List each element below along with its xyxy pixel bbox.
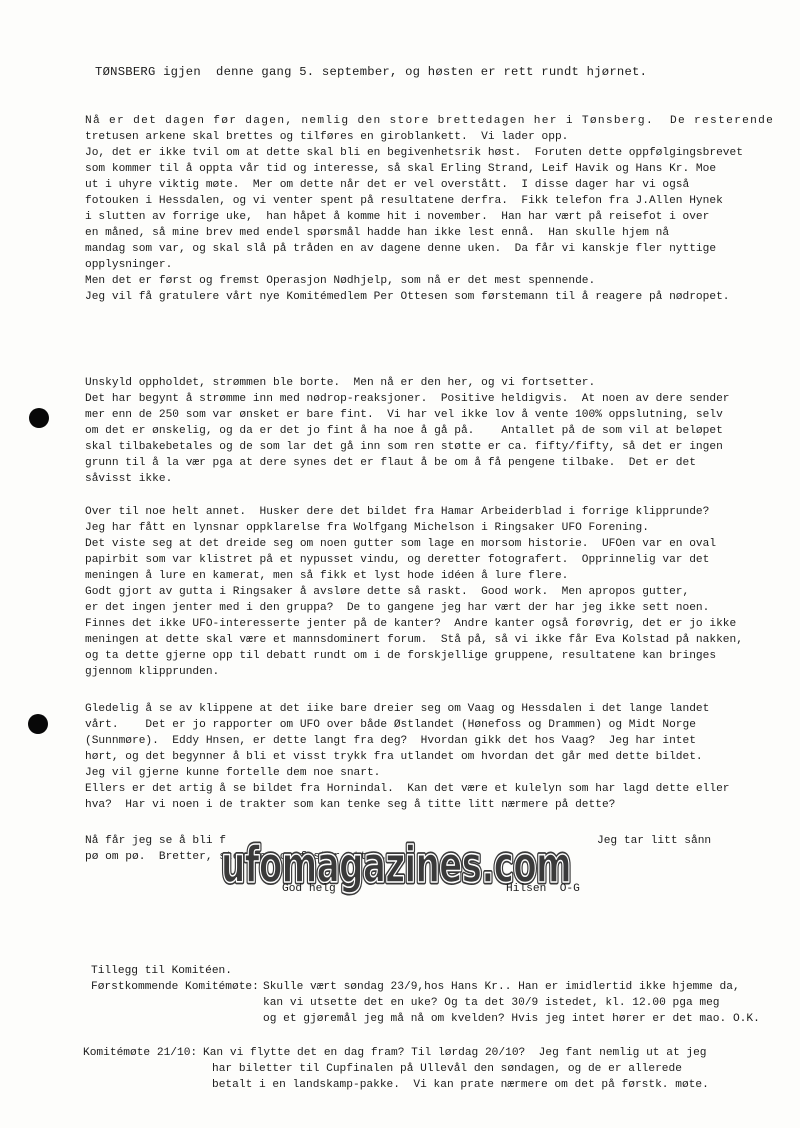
paragraph-line: tretusen arkene skal brettes og tilføres en giroblankett. Vi lader opp. (85, 131, 569, 143)
paragraph-line: en måned, så mine brev med endel spørsmål hadde han ikke lest ennå. Han skulle hjem nå (85, 227, 670, 239)
paragraph-line: Det har begynt å strømme inn med nødrop-reaksjoner. Positive heldigvis. At noen av dere sender (85, 393, 730, 405)
paragraph-line: er det ingen jenter med i den gruppa? De to gangene jeg har vært der har jeg ikke sett noen. (85, 602, 710, 614)
paragraph-line: mandag som var, og skal slå på tråden en av dagene denne uken. Da får vi kanskje fler nyttige (85, 243, 717, 255)
paragraph-line: meningen at dette skal være et mannsdominert forum. Stå på, så vi ikke får Eva Kolstad på nakken, (85, 634, 743, 646)
paragraph-line: om det er ønskelig, og da er det jo fint å ha noe å gå på. Antallet på de som vil at beløpet (85, 425, 723, 437)
paragraph-line: Godt gjort av gutta i Ringsaker å avsløre dette så raskt. Good work. Men apropos gutter, (85, 586, 690, 598)
paragraph-line: mer enn de 250 som var ønsket er bare fint. Vi har vel ikke lov å vente 100% oppslutning, selv (85, 409, 723, 421)
closing-signature: Hilsen O-G (506, 883, 580, 895)
paragraph-line: Men det er først og fremst Operasjon Nødhjelp, som nå er det mest spennende. (85, 275, 596, 287)
paragraph-line: opplysninger. (85, 259, 173, 271)
addendum-item-line: har biletter til Cupfinalen på Ullevål den søndagen, og de er allerede (212, 1063, 682, 1075)
paragraph-line: Gledelig å se av klippene at det iike bare dreier seg om Vaag og Hessdalen i det lange landet (85, 703, 710, 715)
paragraph-line: meningen å lure en kamerat, men så fikk et lyst hode idéen å lure flere. (85, 570, 569, 582)
punch-hole-bottom (28, 714, 48, 734)
paragraph-line: Jo, det er ikke tvil om at dette skal bli en begivenhetsrik høst. Foruten dette oppfølgingsbrevet (85, 147, 743, 159)
addendum-item-label: Førstkommende Komitémøte: (91, 981, 259, 993)
paragraph-line: skal tilbakebetales og de som lar det gå inn som ren støtte er ca. fifty/fifty, så det er ingen (85, 441, 723, 453)
paragraph-line: Jeg vil gjerne kunne fortelle dem noe snart. (85, 767, 381, 779)
addendum-title: Tillegg til Komitéen. (91, 965, 232, 977)
paragraph-line: Unskyld oppholdet, strømmen ble borte. Men nå er den her, og vi fortsetter. (85, 377, 596, 389)
closing-greeting: God helg (282, 883, 336, 895)
paragraph-line: fotouken i Hessdalen, og vi venter spent på resultatene derfra. Fikk telefon fra J.Allen Hynek (85, 195, 723, 207)
paragraph-line: som kommer til å oppta vår tid og interesse, så skal Erling Strand, Leif Havik og Hans Kr. Moe (85, 163, 717, 175)
paragraph-line: vårt. Det er jo rapporter om UFO over både Østlandet (Hønefoss og Drammen) og Midt Norge (85, 719, 696, 731)
addendum-item-line: Skulle vært søndag 23/9,hos Hans Kr.. Han er imidlertid ikke hjemme da, (263, 981, 740, 993)
paragraph-line: Nå er det dagen før dagen, nemlig den store brettedagen her i Tønsberg. De resterende (85, 115, 775, 127)
paragraph-line: pø om pø. Bretter, stempler og fester etter. (85, 851, 388, 863)
punch-hole-top (29, 408, 49, 428)
paragraph-line: gjennom klipprunden. (85, 666, 220, 678)
paragraph-line: Finnes det ikke UFO-interesserte jenter på de kanter? Andre kanter også forøvrig, det er jo ikke (85, 618, 737, 630)
paragraph-line: i slutten av forrige uke, han håpet å komme hit i november. Han har vært på reisefot i over (85, 211, 710, 223)
watermark-text-outer: ufomagazines.com (221, 836, 571, 894)
paragraph-line: grunn til å la vær pga at dere synes det er flaut å be om å få pengene tilbake. Det er det (85, 457, 696, 469)
paragraph-line: papirbit som var klistret på et nypusset vindu, og deretter fotografert. Opprinnelig var det (85, 554, 710, 566)
paragraph-line: Over til noe helt annet. Husker dere det bildet fra Hamar Arbeiderblad i forrige klipprunde? (85, 506, 710, 518)
paragraph-line: Det viste seg at det dreide seg om noen gutter som lage en morsom historie. UFOen var en oval (85, 538, 717, 550)
paragraph-line: Ellers er det artig å se bildet fra Hornindal. Kan det være et kulelyn som har lagd dette eller (85, 783, 730, 795)
paragraph-line: ut i uhyre viktig møte. Mer om dette når det er vel overstått. I disse dager har vi også (85, 179, 690, 191)
watermark-text-inner: ufomagazines.com (221, 836, 571, 894)
addendum-item-line: kan vi utsette det en uke? Og ta det 30/9 istedet, kl. 12.00 pga meg (263, 997, 720, 1009)
document-heading: TØNSBERG igjen denne gang 5. september, og høsten er rett rundt hjørnet. (95, 65, 648, 79)
paragraph-line-end: Jeg tar litt sånn (597, 835, 712, 847)
paragraph-line: hørt, og det begynner å bli et visst trykk fra utlandet om hvordan det går med dette bildet. (85, 751, 703, 763)
addendum-item-label: Komitémøte 21/10: (83, 1047, 198, 1059)
paragraph-line: såvisst ikke. (85, 473, 173, 485)
paragraph-line: (Sunnmøre). Eddy Hnsen, er dette langt fra deg? Hvordan gikk det hos Vaag? Jeg har intet (85, 735, 696, 747)
paragraph-line: Jeg har fått en lynsnar oppklarelse fra Wolfgang Michelson i Ringsaker UFO Forening. (85, 522, 649, 534)
addendum-item-line: og et gjøremål jeg må nå om kvelden? Hvis jeg intet hører er det mao. O.K. (263, 1013, 760, 1025)
paragraph-line: Jeg vil få gratulere vårt nye Komitémedlem Per Ottesen som førstemann til å reagere på nødropet. (85, 291, 730, 303)
paragraph-line: hva? Har vi noen i de trakter som kan tenke seg å titte litt nærmere på dette? (85, 799, 616, 811)
addendum-item-line: betalt i en landskamp-pakke. Vi kan prate nærmere om det på førstk. møte. (212, 1079, 709, 1091)
paragraph-line-start: Nå får jeg se å bli f (85, 835, 226, 847)
paragraph-line: og ta dette gjerne opp til debatt rundt om i de forskjellige gruppene, resultatene kan bringes (85, 650, 717, 662)
addendum-item-line: Kan vi flytte det en dag fram? Til lørdag 20/10? Jeg fant nemlig ut at jeg (203, 1047, 707, 1059)
